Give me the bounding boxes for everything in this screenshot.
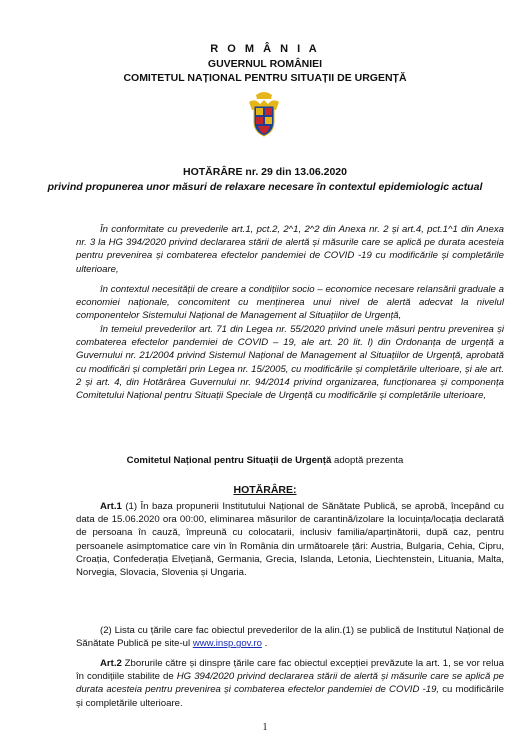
article-1-2-text: (2) Lista cu țările care fac obiectul prevederilor de la alin.(1) se publică de Institutul Național de Sănătate Publică pe site-ul: [76, 625, 504, 650]
article-2: [76, 657, 504, 710]
adopta-line: [0, 455, 530, 466]
paragraph-context: în contextul necesității de creare a condițiilor socio – economice necesare relansării graduale a economiei naționale, concomitent cu menținerea unui nivel de alertă adecvat la nivelul componentelor Sistemului Național de Management al Situațiilor de Urgență,: [76, 284, 504, 322]
paragraph-temei: în temeiul prevederilor art. 71 din Legea nr. 55/2020 privind unele măsuri pentru prevenirea și combaterea efectelor pandemiei de COVID – 19, ale art. 20 lit. l) din Ordonanța de urgență a Guvernului nr. 21/2004 privind Sistemul Național de Management al Situațiilor de Urgență, aprobată cu modificări și completări prin Legea nr. 15/2005, cu modificările și completările ulterioare, și ale art. 2 și art. 4, din Hotărârea Guvernului nr. 94/2014 privind organizarea, funcționarea și componența Comitetului Național pentru Situații Speciale de Urgență cu modificările și completările ulterioare,: [76, 324, 504, 402]
article-1-label: Art.1: [100, 501, 122, 512]
article-1-text: (1) În baza propunerii Institutului Național de Sănătate Publică, se aprobă, începând cu data de 15.06.2020 ora 00:00, eliminarea măsurilor de carantină/izolare la locuința/locația declarată de persoana în cauză, împreună cu colocatarii, inclusiv familia/aparținătorii, după caz, pentru persoanele asimptomatice care vin în România din următoarele țări: Austria, Bulgaria, Cehia, Cipru, Croația, Confederația Elvețiană, Germania, Grecia, Islanda, Letonia, Liechtenstein, Lituania, Malta, Norvegia, Slovacia, Slovenia și Ungaria.: [76, 501, 504, 579]
article-2-label: Art.2: [100, 658, 122, 669]
page-number: 1: [262, 722, 268, 733]
header-country: R O M Â N I A: [210, 43, 320, 55]
article-2-end: cu modificările și completările ulterioare.: [76, 684, 504, 709]
article-2-italic: HG 394/2020 privind declararea stării de alertă și măsurile care se aplică pe durata acesteia pentru prevenirea și combaterea efectelor pandemiei de COVID -19,: [76, 671, 505, 696]
romania-coat-of-arms-icon: [247, 90, 281, 138]
header-government: GUVERNUL ROMÂNIEI: [207, 58, 323, 70]
document-subtitle: privind propunerea unor măsuri de relaxare necesare în contextul epidemiologic actual: [47, 181, 483, 193]
document-title: HOTĂRÂRE nr. 29 din 13.06.2020: [183, 166, 347, 178]
hotarare-heading: HOTĂRÂRE:: [233, 484, 297, 496]
adopta-text: adoptă prezenta: [331, 455, 404, 466]
article-2-text: Zborurile către și dinspre țările care fac obiectul excepției prevăzute la art. 1, se vor relua în condițiile stabilite de: [76, 658, 504, 683]
header-committee: COMITETUL NAȚIONAL PENTRU SITUAȚII DE URGENȚĂ: [123, 72, 407, 84]
insp-website-link[interactable]: www.insp.gov.ro: [192, 638, 262, 650]
committee-name: Comitetul Național pentru Situații de Urgență: [126, 455, 332, 466]
article-1: [76, 500, 504, 579]
article-1-2-end: .: [261, 638, 268, 650]
paragraph-conformitate: În conformitate cu prevederile art.1, pct.2, 2^1, 2^2 din Anexa nr. 2 și art.4, pct.1^1 din Anexa nr. 3 la HG 394/2020 privind declararea stării de alertă și măsurile care se aplică pe durata acesteia pentru prevenirea și combaterea efectelor pandemiei de COVID -19 cu modificările și completările ulterioare,: [76, 224, 504, 275]
article-1-paragraph-2: [76, 624, 504, 650]
